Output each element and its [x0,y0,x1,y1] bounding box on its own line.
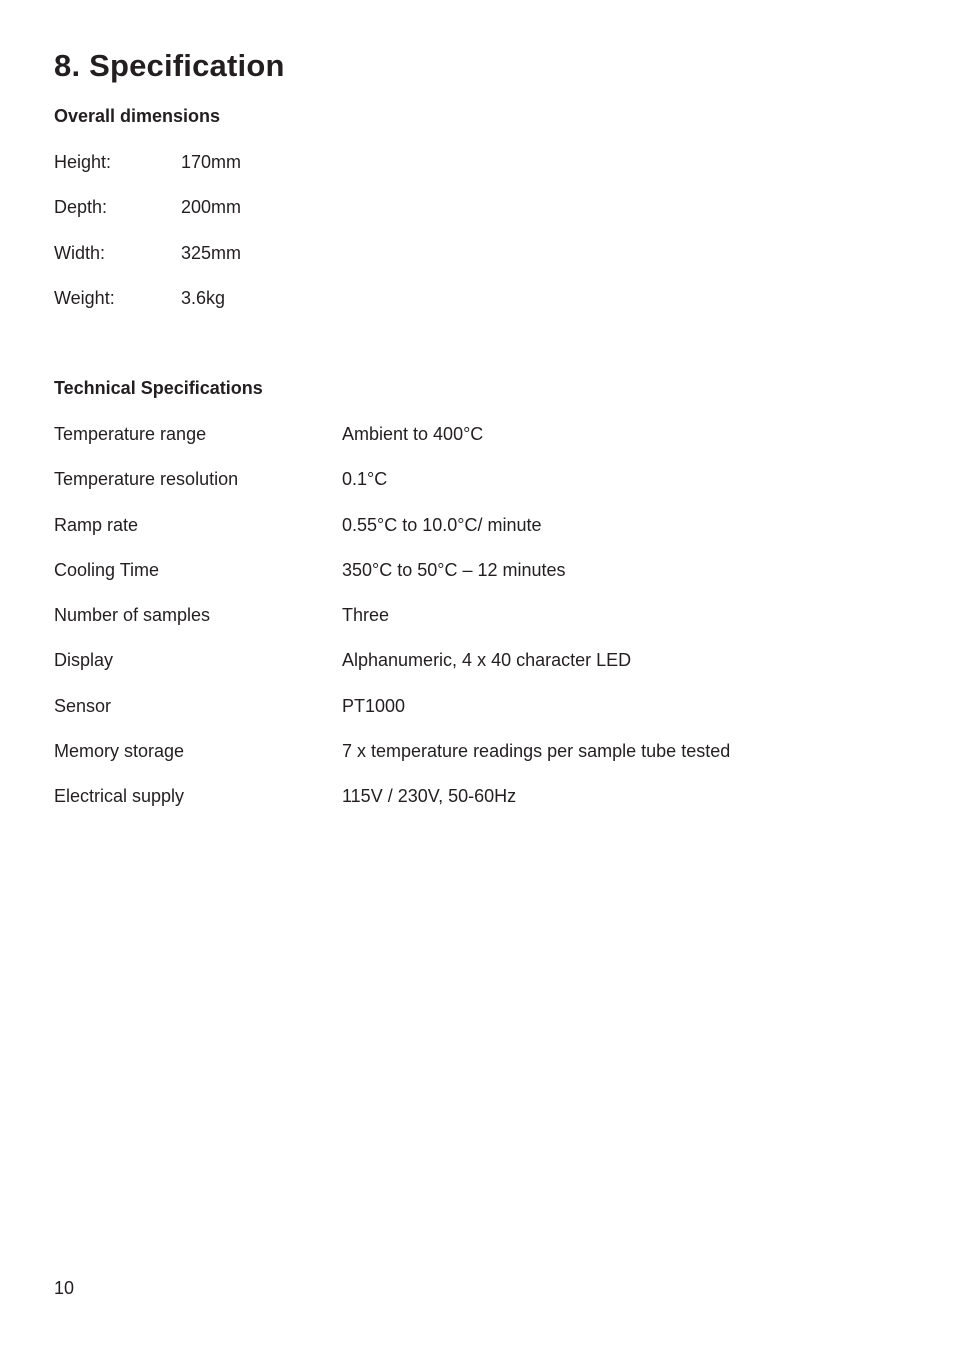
spec-label: Ramp rate [54,514,139,535]
overall-dimensions-heading: Overall dimensions [54,106,221,126]
dimension-value: 325mm [181,242,242,263]
technical-specifications-table [54,422,730,830]
spec-label: Sensor [54,695,112,716]
spec-value: PT1000 [342,695,406,716]
spec-label: Memory storage [54,741,185,762]
dimension-row-weight [54,286,241,331]
page-title: 8. Specification [54,48,285,83]
spec-label: Cooling Time [54,559,160,580]
spec-value: 0.55°C to 10.0°C/ minute [342,514,542,535]
spec-value: 115V / 230V, 50-60Hz [342,786,517,807]
spec-row-memory-storage [54,739,730,784]
dimension-row-height [54,150,241,195]
spec-row-display [54,648,730,693]
spec-label: Temperature resolution [54,469,239,490]
dimension-label: Width: [54,242,106,263]
dimension-row-width [54,241,241,286]
dimension-label: Weight: [54,287,115,308]
spec-label: Electrical supply [54,786,185,807]
spec-label: Display [54,650,114,671]
spec-row-number-of-samples [54,603,730,648]
spec-value: 0.1°C [342,469,388,490]
spec-value: Ambient to 400°C [342,424,484,444]
dimension-label: Depth: [54,197,108,218]
spec-label: Temperature range [54,424,207,444]
spec-value: 7 x temperature readings per sample tube tested [342,741,731,762]
spec-row-cooling-time [54,558,730,603]
spec-row-temperature-range [54,422,730,467]
dimension-row-depth [54,195,241,240]
spec-value: Alphanumeric, 4 x 40 character LED [342,650,632,671]
dimension-value: 200mm [181,197,242,218]
spec-value: 350°C to 50°C – 12 minutes [342,559,566,580]
spec-row-temperature-resolution [54,467,730,512]
spec-row-electrical-supply [54,784,730,829]
spec-value: Three [342,605,390,626]
spec-row-ramp-rate [54,513,730,558]
technical-specifications-heading: Technical Specifications [54,378,263,398]
dimension-value: 3.6kg [181,287,226,308]
overall-dimensions-table [54,150,241,331]
dimension-label: Height: [54,152,112,172]
page-number: 10 [54,1278,75,1298]
spec-row-sensor [54,694,730,739]
spec-label: Number of samples [54,605,211,626]
dimension-value: 170mm [181,152,242,172]
